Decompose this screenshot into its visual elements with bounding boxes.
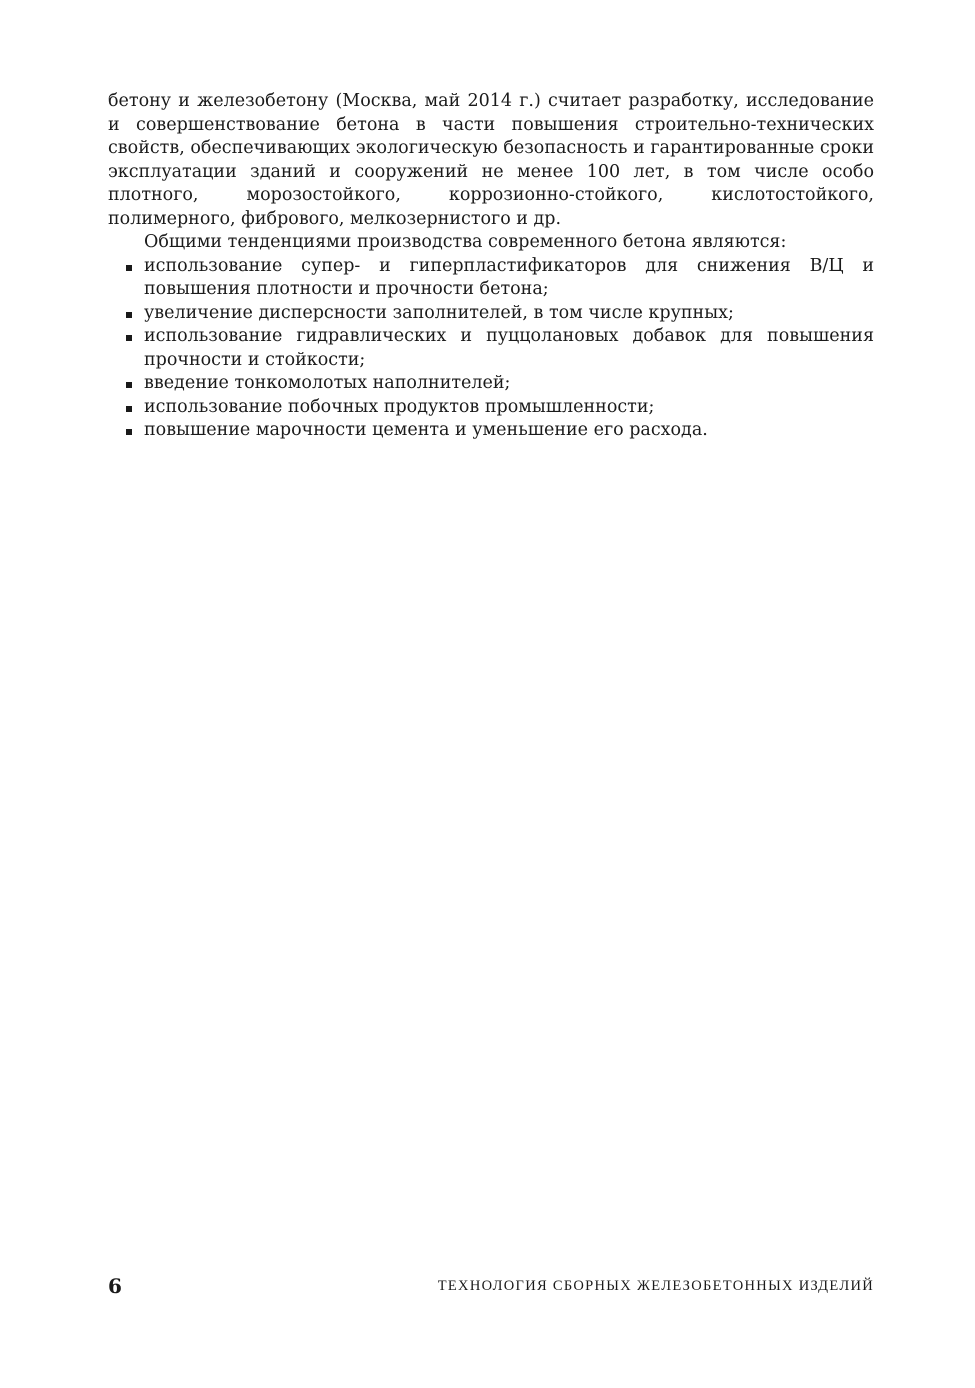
main-text: [108, 90, 874, 443]
list-item-text: увеличение дисперсности заполнителей, в том числе крупных;: [144, 302, 734, 323]
square-bullet-icon: [126, 406, 132, 412]
list-item: [108, 396, 874, 420]
running-title: ТЕХНОЛОГИЯ СБОРНЫХ ЖЕЛЕЗОБЕТОННЫХ ИЗДЕЛИЙ: [437, 1278, 874, 1294]
square-bullet-icon: [126, 265, 132, 271]
trends-lead: Общими тенденциями производства современного бетона являются:: [144, 232, 787, 252]
list-item-text: повышение марочности цемента и уменьшение его расхода.: [144, 420, 708, 440]
page-footer: [108, 1270, 874, 1300]
page-number: 6: [108, 1274, 122, 1298]
square-bullet-icon: [126, 335, 132, 341]
list-item: [108, 372, 874, 396]
list-item-text: использование побочных продуктов промышленности;: [144, 396, 655, 417]
list-item: [108, 419, 874, 443]
list-item-text: введение тонкомолотых наполнителей;: [144, 373, 511, 393]
list-item-text: использование гидравлических и пуццолановых добавок для повышения прочности и стойкости;: [144, 326, 874, 370]
square-bullet-icon: [126, 382, 132, 388]
square-bullet-icon: [126, 312, 132, 318]
square-bullet-icon: [126, 429, 132, 435]
list-item-text: использование супер- и гиперпластификаторов для снижения В/Ц и повышения плотности и прочности бетона;: [144, 255, 874, 299]
list-item: [108, 302, 874, 326]
list-item: [108, 325, 874, 372]
trends-list: [108, 255, 874, 443]
intro-paragraph: бетону и железобетону (Москва, май 2014 г.) считает разработку, исследование и совершенствование бетона в части повышения строительно-технических свойств, обеспечивающих экологическую безопасность и гарантированные сроки эксплуатации зданий и сооружений не менее 100 лет, в том числе особо плотного, морозостойкого, коррозионно-стойкого, кислотостойкого, полимерного, фибрового, мелкозернистого и др.: [108, 91, 874, 229]
list-item: [108, 255, 874, 302]
